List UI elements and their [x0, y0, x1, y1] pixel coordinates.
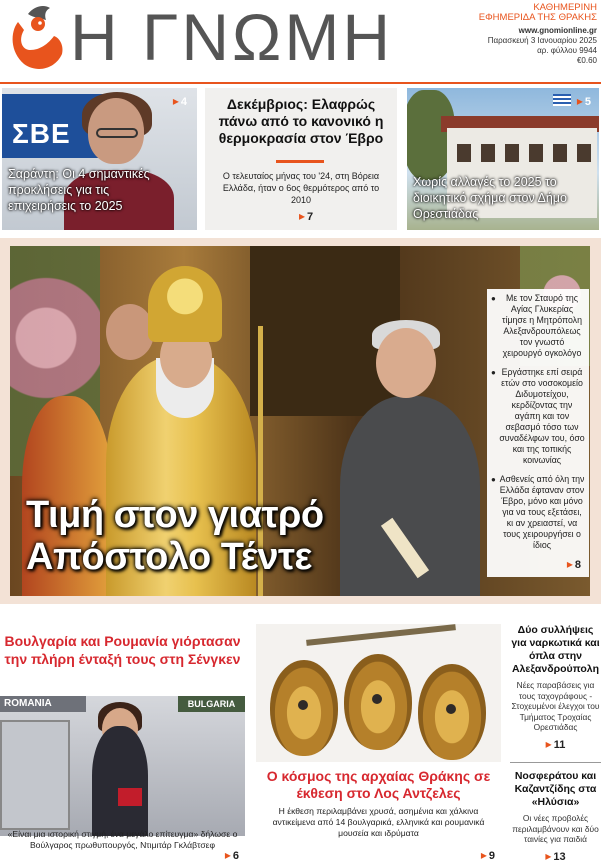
story-summary: Οι νέες προβολές περιλαμβάνουν και δύο ταινίες για παιδιά [512, 813, 599, 844]
arrests-story[interactable] [510, 624, 601, 756]
story-headline: Χωρίς αλλαγές το 2025 το διοικητικό σχήμα στον Δήμο Ορεστιάδας [413, 175, 567, 221]
right-column [510, 624, 601, 864]
story-headline: Δεκέμβριος: Ελαφρώς πάνω από το κανονικό η θερμοκρασία στον Έβρο [218, 96, 384, 146]
top-story-sarantis[interactable] [2, 88, 197, 230]
golden-artifact [418, 664, 486, 760]
masthead-divider [0, 82, 601, 84]
building-window [529, 144, 543, 162]
border-booth [0, 720, 70, 830]
page-ref[interactable]: ▸ 4 [173, 94, 187, 108]
highlight-item: ● Με τον Σταυρό της Αγίας Γλυκερίας τίμησε η Μητρόπολη Αλεξανδρουπόλεως τον γνωστό χειρουργό ογκολόγο [493, 293, 585, 359]
story-summary: Ο τελευταίος μήνας του '24, στη Βόρεια Ελλάδα, ήταν ο 6ος θερμότερος από το 2010 [222, 171, 380, 205]
masthead-info [479, 3, 597, 66]
red-handbag [118, 788, 142, 806]
highlight-item: ● Εργάστηκε επί σειρά ετών στο νοσοκομείο Διδυμοτείχου, κερδίζοντας την αγάπη και τον σεβασμό τόσο των συναδέλφων του, όσο και της τοπικής κοινωνίας [493, 367, 585, 466]
tagline-thrace: ΕΦΗΜΕΡΙΔΑ ΤΗΣ ΘΡΑΚΗΣ [478, 12, 597, 23]
schengen-story[interactable] [0, 624, 245, 864]
logo-text: Η ΓΝΩΜΗ [70, 0, 393, 74]
issue-price: €0.60 [576, 56, 597, 65]
page-ref[interactable]: ▸ 13 [510, 849, 601, 863]
story-headline: Νοσφεράτου και Καζαντζίδης στα «Ηλύσια» [514, 770, 597, 808]
portrait-glasses [96, 128, 138, 138]
banner-text: ΣΒΕ [12, 118, 71, 149]
page-ref[interactable]: ▸ 9 [481, 848, 495, 862]
main-story[interactable] [0, 238, 601, 604]
story-headline: Δύο συλλήψεις για ναρκωτικά και όπλα στην Αλεξανδρούπολη [511, 624, 600, 675]
page-ref[interactable]: ▸ 7 [299, 209, 313, 223]
bird-logo-icon [4, 4, 66, 74]
golden-artifacts-photo [256, 624, 501, 762]
border-crossing-photo [0, 696, 245, 836]
artifact-gem [298, 700, 308, 710]
building-window [457, 144, 471, 162]
golden-artifact [344, 654, 412, 750]
page-ref[interactable]: ▸ 5 [577, 94, 591, 108]
priest-face [106, 304, 154, 360]
story-headline: Σαράντη: Οι 4 σημαντικές προκλήσεις για τις επιχειρήσεις το 2025 [8, 167, 150, 213]
building-window [577, 144, 591, 162]
doctor-face [376, 328, 436, 398]
tagline-daily: ΚΑΘΗΜΕΡΙΝΗ [533, 2, 597, 13]
story-headline: Βουλγαρία και Ρουμανία γιόρτασαν την πλήρη ένταξή τους στη Σένγκεν [4, 633, 241, 667]
newspaper-logo-title[interactable] [70, 0, 393, 76]
bulgaria-sign: BULGARIA [178, 696, 245, 712]
woman-figure [92, 726, 148, 836]
artifact-rod [306, 624, 456, 646]
website-link[interactable]: www.gnomionline.gr [518, 26, 597, 35]
building-window [481, 144, 495, 162]
page-ref[interactable]: ▸ 6 [225, 848, 239, 862]
top-story-orestiada[interactable] [407, 88, 599, 230]
story-caption: «Είναι μια ιστορική στιγμή, ένα μεγάλο επίτευγμα» δήλωσε ο Βούλγαρος πρωθυπουργός, Ντιμιτάρ Γκλάβτσεφ [7, 829, 238, 850]
romania-sign: ROMANIA [0, 696, 86, 712]
issue-date: Παρασκευή 3 Ιανουαρίου 2025 [487, 36, 597, 45]
golden-artifact [270, 660, 338, 756]
artifact-gem [372, 694, 382, 704]
story-summary: Νέες παραβάσεις για τους ταχογράφους - Στοχευμένοι έλεγχοι του Τμήματος Τροχαίας Ορεστιάδας [511, 680, 600, 732]
story-highlights [487, 289, 589, 577]
masthead [0, 0, 601, 82]
issue-number: αρ. φύλλου 9944 [537, 46, 597, 55]
headline-line-2: Απόστολο Τέντε [26, 536, 312, 578]
page-ref[interactable]: ▸ 8 [567, 557, 581, 571]
cinema-story[interactable] [510, 770, 601, 864]
building-window [505, 144, 519, 162]
main-headline[interactable] [26, 494, 324, 578]
greek-flag-icon [553, 94, 571, 106]
top-story-weather[interactable] [205, 88, 397, 230]
story-caption: Η έκθεση περιλαμβάνει χρυσά, ασημένια και χάλκινα αντικείμενα από 14 βουλγαρικά, ελληνικά και ρουμανικά μουσεία και ιδρύματα [272, 806, 485, 838]
bishop-mitre [148, 266, 222, 342]
highlight-item: ● Ασθενείς από όλη την Ελλάδα έφταναν στον Έβρο, μόνο και μόνο για να τους εξετάσει, κι αν χρειαστεί, να τους χειρουργήσει ο ίδιος [493, 474, 585, 551]
accent-bar [276, 160, 324, 163]
story-headline: Ο κόσμος της αρχαίας Θράκης σε έκθεση στο Λος Αντζελες [266, 768, 491, 801]
thrace-exhibition-story[interactable] [256, 624, 501, 864]
artifact-gem [446, 704, 456, 714]
headline-line-1: Τιμή στον γιατρό [26, 494, 324, 536]
building-window [553, 144, 567, 162]
page-ref[interactable]: ▸ 11 [510, 737, 601, 751]
